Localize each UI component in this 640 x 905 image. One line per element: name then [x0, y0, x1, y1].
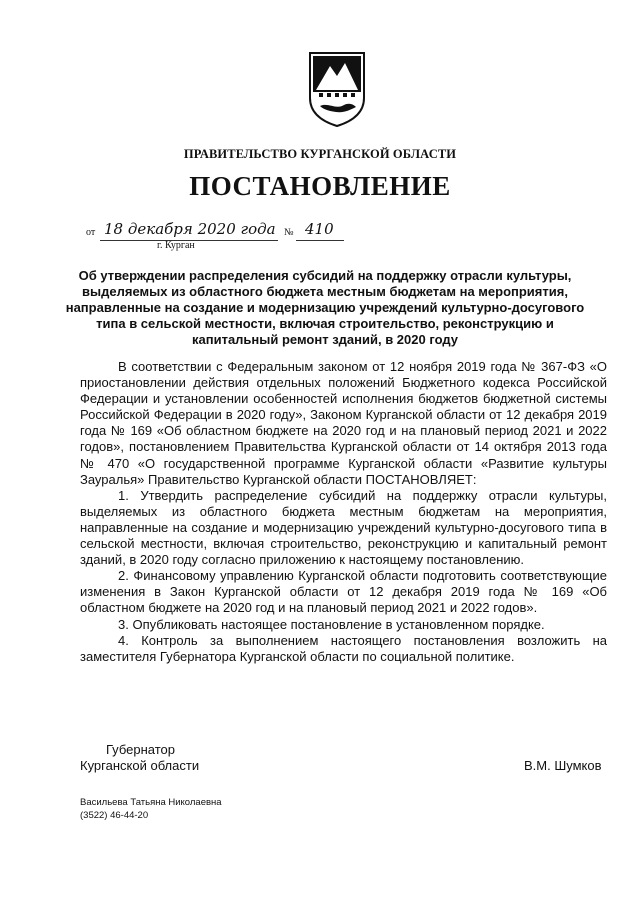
- clause-4: 4. Контроль за выполнением настоящего постановления возложить на заместителя Губернатора Курганской области по социальной политике.: [80, 632, 607, 664]
- date-prefix: от: [86, 227, 96, 238]
- number-label: №: [284, 227, 294, 238]
- signatory-name: В.М. Шумков: [524, 758, 602, 773]
- clause-1: 1. Утвердить распределение субсидий на поддержку отрасли культуры, выделяемых из областного бюджета местным бюджетам на мероприятия, направленные на создание и модернизацию учреждений культурно-досугового типа в сельской местности, включая строительство, реконструкцию и капитальный ремонт зданий, в 2020 году согласно приложению к настоящему постановлению.: [80, 487, 607, 568]
- document-number: 410: [305, 220, 334, 238]
- clause-2: 2. Финансовому управлению Курганской области подготовить соответствующие изменения в Закон Курганской области от 12 декабря 2019 года № 169 «Об областном бюджете на 2020 год и на плановый период 2021 и 2022 годов».: [80, 568, 607, 616]
- executor-name: Васильева Татьяна Николаевна: [80, 797, 222, 808]
- document-type-title: ПОСТАНОВЛЕНИЕ: [189, 171, 451, 201]
- executor-info: [80, 796, 222, 822]
- executor-phone: (3522) 46-44-20: [80, 810, 149, 821]
- document-body: [80, 359, 607, 665]
- coat-of-arms-emblem: [306, 50, 368, 128]
- government-name: ПРАВИТЕЛЬСТВО КУРГАНСКОЙ ОБЛАСТИ: [183, 147, 457, 161]
- signatory-position-line1: Губернатор: [106, 742, 175, 757]
- signatory-position: [80, 742, 199, 774]
- clause-3: 3. Опубликовать настоящее постановление в установленном порядке.: [118, 616, 545, 632]
- document-city: г. Курган: [157, 240, 195, 251]
- document-date: 18 декабря 2020 года: [104, 220, 276, 238]
- preamble-paragraph: В соответствии с Федеральным законом от 12 ноября 2019 года № 367-ФЗ «О приостановлении действия отдельных положений Бюджетного кодекса Российской Федерации и установлении особенностей исполнения бюджетов бюджетной системы Российской Федерации в 2020 году», Законом Курганской области от 12 декабря 2019 года № 169 «Об областном бюджете на 2020 год и на плановый период 2021 и 2022 годов», постановлением Правительства Курганской области от 14 октября 2013 года № 470 «О государственной программе Курганской области «Развитие культуры Зауралья» Правительство Курганской области ПОСТАНОВЛЯЕТ:: [80, 359, 607, 487]
- document-subject: Об утверждении распределения субсидий на поддержку отрасли культуры, выделяемых из областного бюджета местным бюджетам на мероприятия, направленные на создание и модернизацию учреждений культурно-досугового типа в сельской местности, включая строительство, реконструкцию и капитальный ремонт зданий, в 2020 году: [65, 268, 585, 347]
- signatory-position-line2: Курганской области: [80, 758, 200, 773]
- number-underline: [296, 240, 344, 241]
